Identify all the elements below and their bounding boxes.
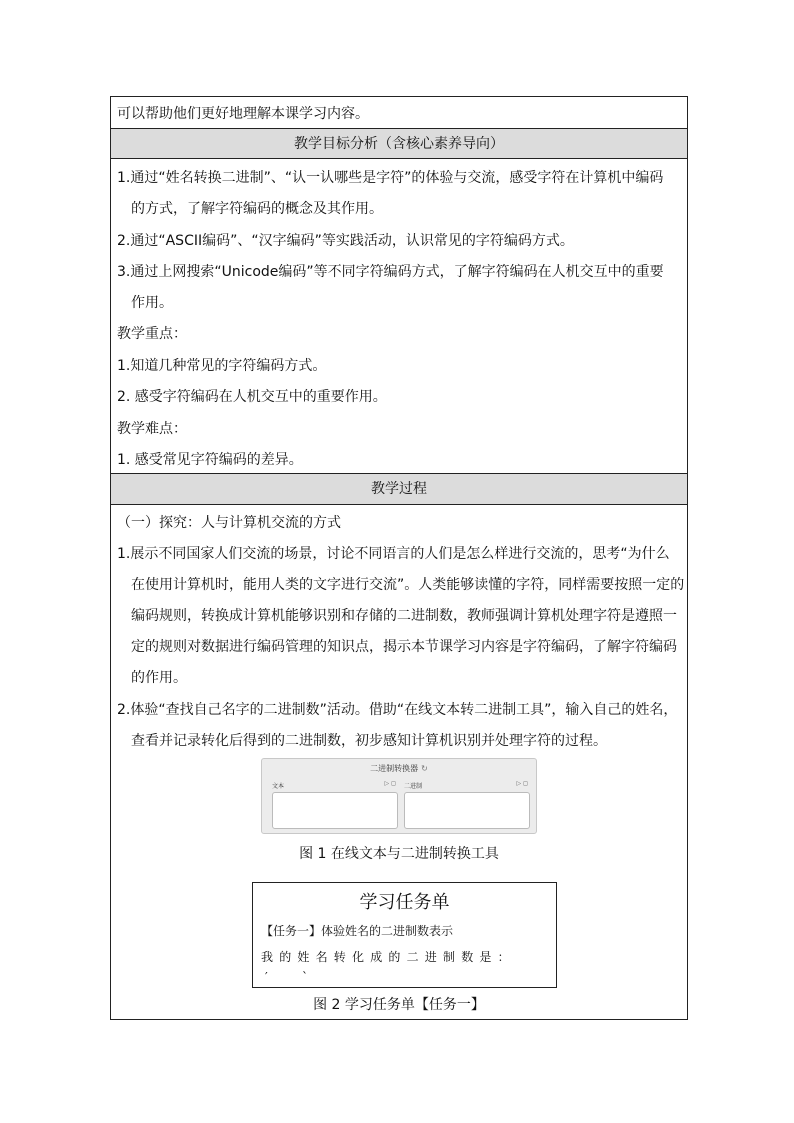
figure-2-caption: 图 2 学习任务单【任务一】 bbox=[313, 997, 485, 1013]
key-point-1: 1.知道几种常见的字符编码方式。 bbox=[117, 358, 327, 374]
process-1-line-2: 在使用计算机时，能用人类的文字进行交流”。人类能够读懂的字符，同样需要按照一定的 bbox=[131, 577, 685, 593]
pane-action-icons: ▷ ◻ bbox=[384, 780, 396, 787]
process-2-line-2: 查看并记录转化后得到的二进制数，初步感知计算机识别并处理字符的过程。 bbox=[131, 733, 607, 749]
binary-output-area bbox=[404, 792, 530, 829]
task-card-title: 学习任务单 bbox=[359, 892, 450, 913]
goal-3-line-2: 作用。 bbox=[131, 295, 173, 311]
row-divider bbox=[111, 158, 687, 159]
binary-pane bbox=[404, 781, 530, 829]
process-header: 教学过程 bbox=[371, 481, 427, 497]
converter-title-text: 二进制转换器 bbox=[370, 764, 419, 773]
intro-text: 可以帮助他们更好地理解本课学习内容。 bbox=[117, 106, 369, 122]
row-divider bbox=[111, 504, 687, 505]
difficulty-label: 教学难点： bbox=[117, 421, 187, 437]
goal-1-line-1: 1.通过“姓名转换二进制”、“认一认哪些是字符”的体验与交流，感受字符在计算机中编码 bbox=[117, 170, 664, 186]
converter-title bbox=[262, 763, 536, 774]
lesson-plan-table bbox=[110, 96, 688, 1020]
process-1-line-3: 编码规则，转换成计算机能够识别和存储的二进制数，教师强调计算机处理字符是遵照一 bbox=[131, 608, 677, 624]
text-pane bbox=[272, 781, 398, 829]
key-points-label: 教学重点： bbox=[117, 326, 187, 342]
task-card-subtitle: 【任务一】体验姓名的二进制数表示 bbox=[261, 924, 454, 938]
refresh-icon: ↻ bbox=[421, 764, 428, 773]
figure-1-caption: 图 1 在线文本与二进制转换工具 bbox=[299, 846, 499, 862]
task-card-marks: ′ ˋ bbox=[265, 970, 309, 984]
process-1-line-5: 的作用。 bbox=[131, 670, 187, 686]
process-1-line-1: 1.展示不同国家人们交流的场景，讨论不同语言的人们是怎么样进行交流的，思考“为什么 bbox=[117, 546, 670, 562]
binary-pane-label: 二进制 bbox=[404, 783, 423, 790]
goals-header: 教学目标分析（含核心素养导向） bbox=[294, 136, 504, 152]
process-1-line-4: 定的规则对数据进行编码管理的知识点，揭示本节课学习内容是字符编码，了解字符编码 bbox=[131, 639, 677, 655]
goal-1-line-2: 的方式，了解字符编码的概念及其作用。 bbox=[131, 201, 383, 217]
pane-action-icons: ▷ ◻ bbox=[516, 780, 528, 787]
binary-converter-figure bbox=[261, 758, 537, 834]
goals-header-band bbox=[111, 129, 687, 158]
key-point-2: 2. 感受字符编码在人机交互中的重要作用。 bbox=[117, 389, 387, 405]
task-card-line: 我的姓名转化成的二进制数是： bbox=[261, 950, 516, 964]
text-pane-label: 文本 bbox=[272, 783, 285, 790]
task-card-figure bbox=[252, 882, 557, 988]
goal-2: 2.通过“ASCII编码”、“汉字编码”等实践活动，认识常见的字符编码方式。 bbox=[117, 233, 574, 249]
goal-3-line-1: 3.通过上网搜索“Unicode编码”等不同字符编码方式，了解字符编码在人机交互中的重要 bbox=[117, 264, 664, 280]
difficulty-1: 1. 感受常见字符编码的差异。 bbox=[117, 452, 303, 468]
section-1-title: （一）探究：人与计算机交流的方式 bbox=[117, 515, 341, 531]
process-header-band bbox=[111, 474, 687, 504]
process-2-line-1: 2.体验“查找自己名字的二进制数”活动。借助“在线文本转二进制工具”，输入自己的姓名， bbox=[117, 702, 678, 718]
text-input-area bbox=[272, 792, 398, 829]
